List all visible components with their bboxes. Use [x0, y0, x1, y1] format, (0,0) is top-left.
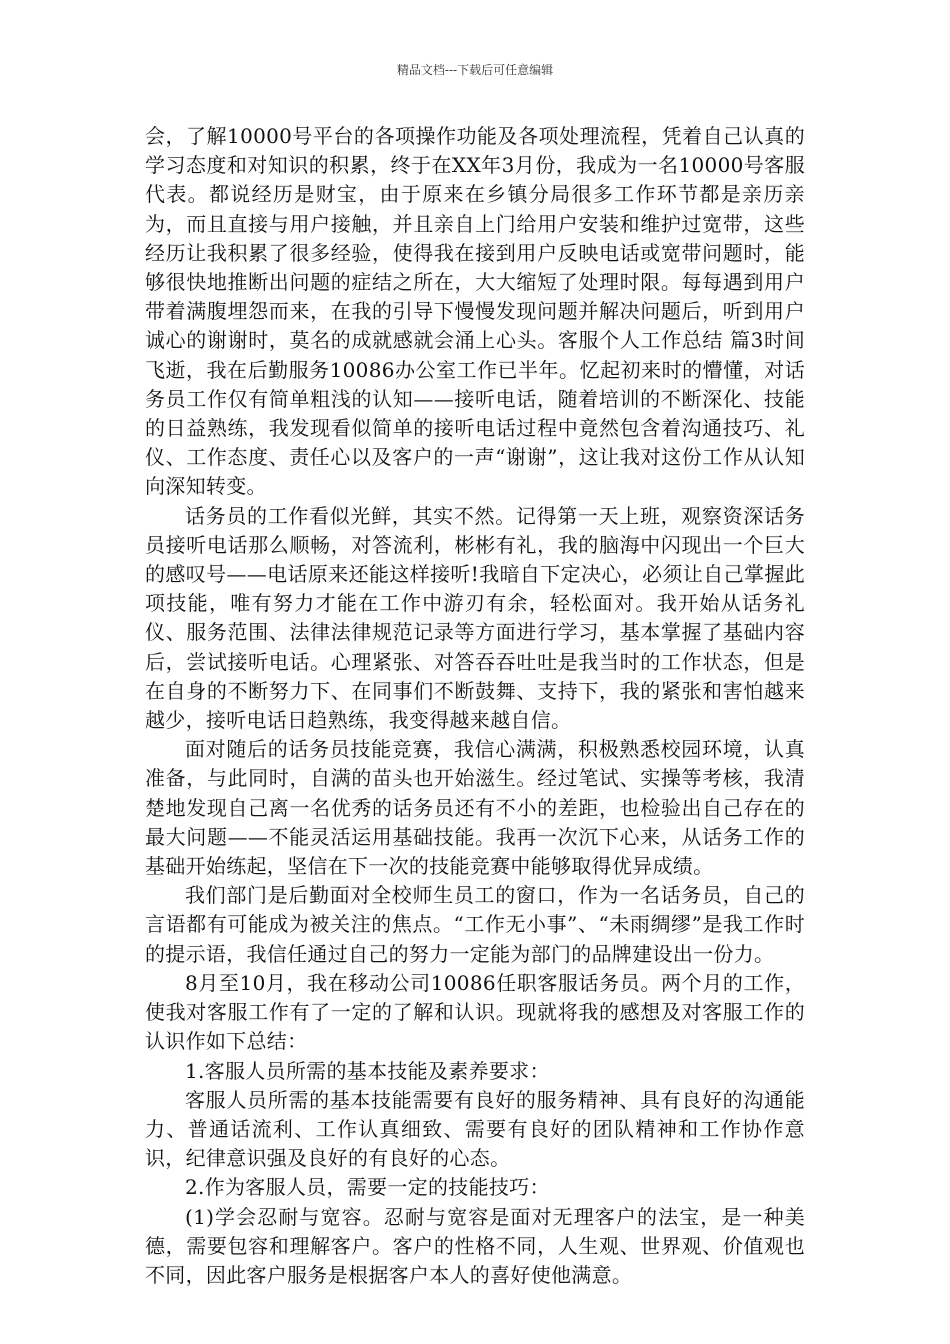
paragraph-1: 会，了解10000号平台的各项操作功能及各项处理流程，凭着自己认真的学习态度和对知识的积累，终于在XX年3月份，我成为一名10000号客服代表。都说经历是财宝，由于原来在乡镇分局很多工作环节都是亲历亲为，而且直接与用户接触，并且亲自上门给用户安装和维护过宽带，这些经历让我积累了很多经验，使得我在接到用户反映电话或宽带问题时，能够很快地推断出问题的症结之所在，大大缩短了处理时限。每每遇到用户带着满腹埋怨而来，在我的引导下慢慢发现问题并解决问题后，听到用户诚心的谢谢时，莫名的成就感就会涌上心头。客服个人工作总结 篇3时间飞逝，我在后勤服务10086办公室工作已半年。忆起初来时的懵懂，对话务员工作仅有简单粗浅的认知——接听电话，随着培训的不断深化、技能的日益熟练，我发现看似简单的接听电话过程中竟然包含着沟通技巧、礼仪、工作态度、责任心以及客户的一声“谢谢”，这让我对这份工作从认知向深知转变。 [145, 124, 805, 499]
paragraph-4: 我们部门是后勤面对全校师生员工的窗口，作为一名话务员，自己的言语都有可能成为被关注的焦点。“工作无小事”、“未雨绸缪”是我工作时的提示语，我信任通过自己的努力一定能为部门的品牌建设出一份力。 [145, 883, 805, 966]
paragraph-5: 8月至10月，我在移动公司10086任职客服话务员。两个月的工作，使我对客服工作有了一定的了解和认识。现就将我的感想及对客服工作的认识作如下总结： [145, 970, 805, 1054]
paragraph-2: 话务员的工作看似光鲜，其实不然。记得第一天上班，观察资深话务员接听电话那么顺畅，对答流利，彬彬有礼，我的脑海中闪现出一个巨大的感叹号——电话原来还能这样接听!我暗自下定决心，必须让自己掌握此项技能，唯有努力才能在工作中游刃有余，轻松面对。我开始从话务礼仪、服务范围、法律法律规范记录等方面进行学习，基本掌握了基础内容后，尝试接听电话。心理紧张、对答吞吞吐吐是我当时的工作状态，但是在自身的不断努力下、在同事们不断鼓舞、支持下，我的紧张和害怕越来越少，接听电话日趋熟练，我变得越来越自信。 [145, 503, 805, 733]
paragraph-7: (1)学会忍耐与宽容。忍耐与宽容是面对无理客户的法宝，是一种美德，需要包容和理解客户。客户的性格不同，人生观、世界观、价值观也不同，因此客户服务是根据客户本人的喜好使他满意。 [145, 1204, 805, 1287]
section-heading-1: 1.客服人员所需的基本技能及素养要求： [185, 1058, 550, 1083]
section-heading-2: 2.作为客服人员，需要一定的技能技巧： [185, 1175, 550, 1200]
document-body [145, 122, 805, 1290]
page-header: 精品文档---下载后可任意编辑 [396, 63, 554, 77]
paragraph-6: 客服人员所需的基本技能需要有良好的服务精神、具有良好的沟通能力、普通话流利、工作认真细致、需要有良好的团队精神和工作协作意识，纪律意识强及良好的有良好的心态。 [145, 1087, 805, 1171]
paragraph-3: 面对随后的话务员技能竞赛，我信心满满，积极熟悉校园环境，认真准备，与此同时，自满的苗头也开始滋生。经过笔试、实操等考核，我清楚地发现自己离一名优秀的话务员还有不小的差距，也检验出自己存在的最大问题——不能灵活运用基础技能。我再一次沉下心来，从话务工作的基础开始练起，坚信在下一次的技能竞赛中能够取得优异成绩。 [145, 737, 805, 879]
